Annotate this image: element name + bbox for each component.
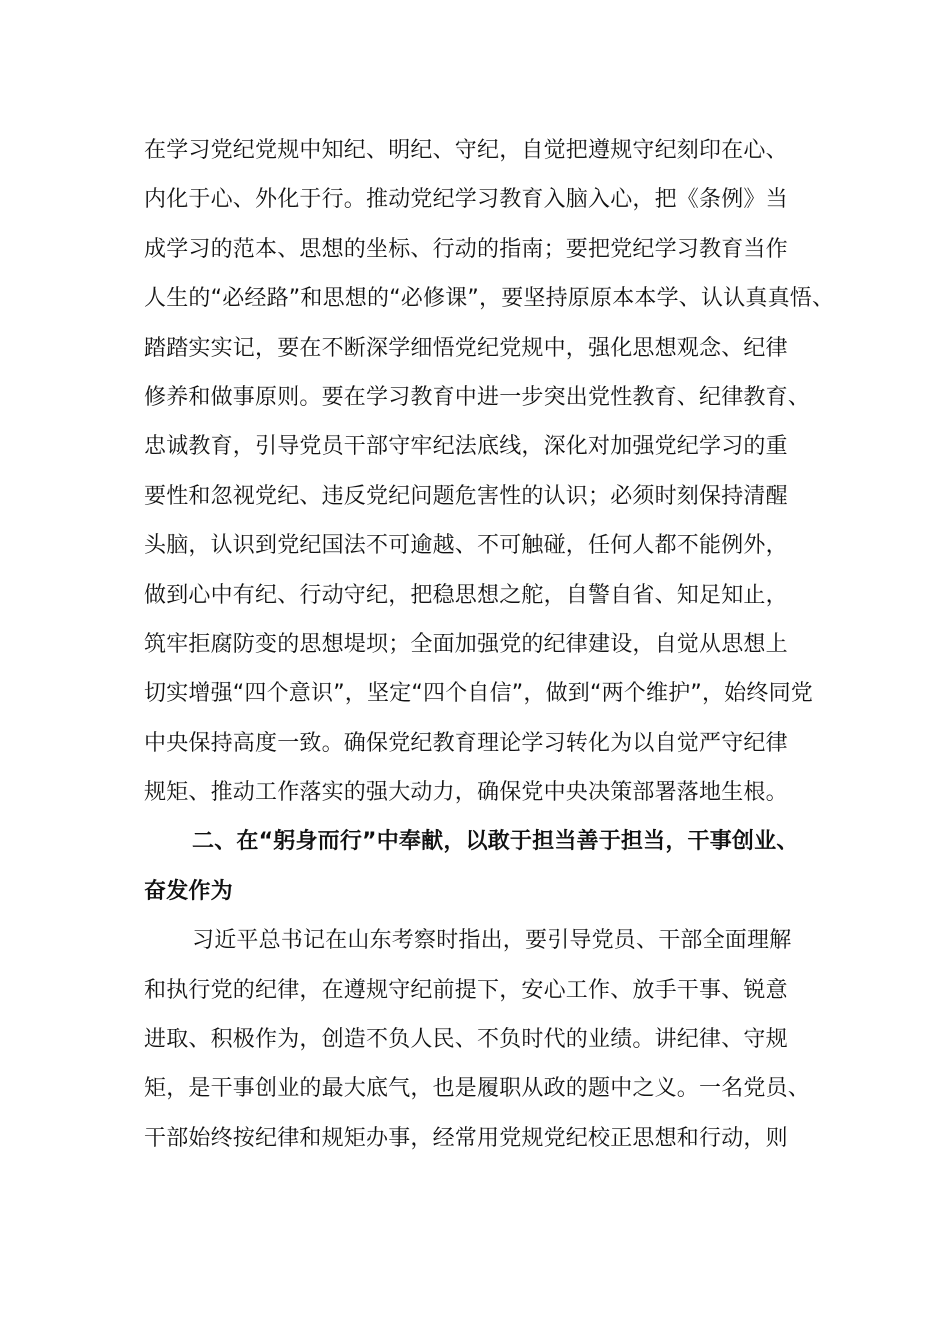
paragraph-1-line: 中央保持高度一致。确保党纪教育理论学习转化为以自觉严守纪律 [144, 730, 788, 756]
section-heading-line: 二、在“躬身而行”中奉献，以敢于担当善于担当，干事创业、 [192, 829, 799, 855]
paragraph-1-line: 做到心中有纪、行动守纪，把稳思想之舵，自警自省、知足知止， [144, 582, 788, 608]
paragraph-1-line: 规矩、推动工作落实的强大动力，确保党中央决策部署落地生根。 [144, 780, 788, 806]
paragraph-1-line: 人生的“必经路”和思想的“必修课”，要坚持原原本本学、认认真真悟、 [144, 286, 835, 312]
paragraph-2-line: 矩，是干事创业的最大底气，也是履职从政的题中之义。一名党员、 [144, 1076, 811, 1102]
paragraph-1-line: 头脑，认识到党纪国法不可逾越、不可触碰，任何人都不能例外， [144, 533, 788, 559]
paragraph-1-line: 修养和做事原则。要在学习教育中进一步突出党性教育、纪律教育、 [144, 384, 811, 410]
paragraph-1-line: 踏踏实实记，要在不断深学细悟党纪党规中，强化思想观念、纪律 [144, 335, 788, 361]
paragraph-1-line: 忠诚教育，引导党员干部守牢纪法底线，深化对加强党纪学习的重 [144, 434, 788, 460]
paragraph-1-line: 成学习的范本、思想的坐标、行动的指南；要把党纪学习教育当作 [144, 236, 788, 262]
paragraph-1-line: 要性和忽视党纪、违反党纪问题危害性的认识；必须时刻保持清醒 [144, 483, 788, 509]
paragraph-1-line: 切实增强“四个意识”，坚定“四个自信”，做到“两个维护”，始终同党 [144, 681, 813, 707]
paragraph-2-line: 和执行党的纪律，在遵规守纪前提下，安心工作、放手干事、锐意 [144, 977, 788, 1003]
paragraph-1-line: 在学习党纪党规中知纪、明纪、守纪，自觉把遵规守纪刻印在心、 [144, 138, 788, 163]
paragraph-2-line: 习近平总书记在山东考察时指出，要引导党员、干部全面理解 [192, 928, 792, 954]
section-heading-line: 奋发作为 [144, 878, 233, 904]
paragraph-1-line: 内化于心、外化于行。推动党纪学习教育入脑入心，把《条例》当 [144, 187, 788, 213]
paragraph-1-line: 筑牢拒腐防变的思想堤坝；全面加强党的纪律建设，自觉从思想上 [144, 631, 788, 657]
paragraph-2-line: 进取、积极作为，创造不负人民、不负时代的业绩。讲纪律、守规 [144, 1027, 788, 1053]
paragraph-1 [144, 126, 835, 817]
paragraph-2 [144, 916, 824, 1163]
paragraph-2-line: 干部始终按纪律和规矩办事，经常用党规党纪校正思想和行动，则 [144, 1125, 788, 1151]
document-body [144, 126, 835, 1163]
section-heading [144, 817, 824, 916]
